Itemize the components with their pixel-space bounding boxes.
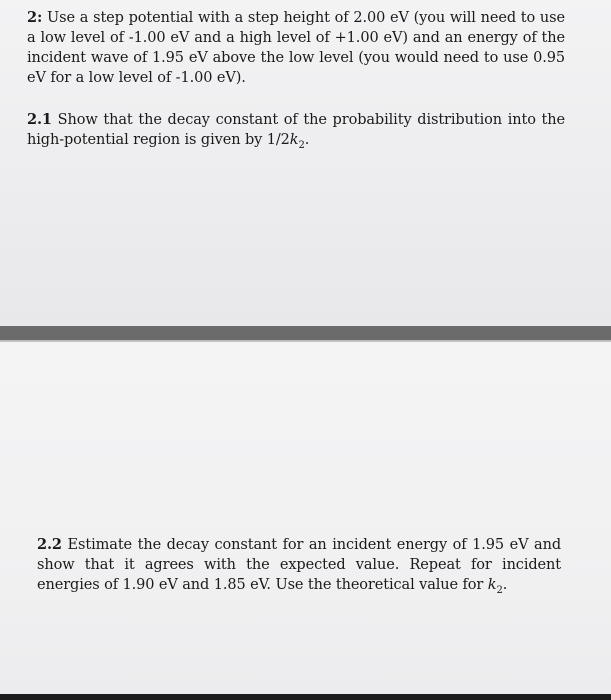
k-variable: k xyxy=(487,577,497,593)
part-2-1 xyxy=(27,110,565,150)
part-2-2 xyxy=(37,535,561,595)
k-subscript: 2 xyxy=(298,139,305,151)
problem-number: 2: xyxy=(27,9,43,26)
part-2-2-text: Estimate the decay constant for an incident energy of 1.95 eV and show that it agrees with the expected value. Repeat for incident energies of 1.90 eV and 1.85 eV. Use the theoretical value for xyxy=(37,537,561,593)
problem-text: Use a step potential with a step height of 2.00 eV (you will need to use a low level of -1.00 eV and a high level of +1.00 eV) and an energy of the incident wave of 1.95 eV above the low level (you would need to use 0.95 eV for a low level of -1.00 eV). xyxy=(27,10,565,86)
part-2-1-number: 2.1 xyxy=(27,111,52,128)
part-2-2-number: 2.2 xyxy=(37,536,62,553)
page-lower xyxy=(0,342,611,695)
k-subscript: 2 xyxy=(496,584,503,596)
k-variable: k xyxy=(289,132,299,148)
part-2-2-end: . xyxy=(502,577,508,593)
part-2-1-text: Show that the decay constant of the probability distribution into the high-potential region is given by 1/2 xyxy=(27,112,565,148)
part-2-1-end: . xyxy=(304,132,310,148)
bottom-edge xyxy=(0,694,611,700)
problem-statement xyxy=(27,8,565,88)
